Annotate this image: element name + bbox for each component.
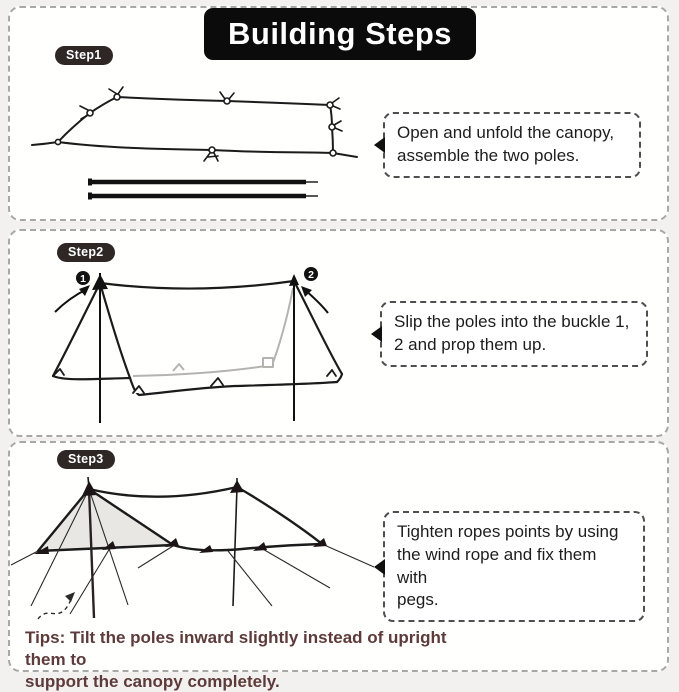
step3-badge: Step3 <box>57 450 115 469</box>
upright-poles <box>100 273 294 423</box>
step3-tensioned-tarp-illustration <box>10 466 375 630</box>
canopy-left-tail-rope <box>32 142 58 145</box>
buckle-number-2 <box>304 267 318 281</box>
page-title: Building Steps <box>204 8 476 60</box>
callout-pointer-left-icon <box>374 559 385 575</box>
tilt-arrow <box>38 592 75 619</box>
guy-ropes <box>11 489 374 614</box>
canopy-bottom-edge <box>58 142 333 153</box>
canopy-outline <box>53 281 342 395</box>
callout-pointer-left-icon <box>374 137 385 153</box>
step1-badge: Step1 <box>55 46 113 65</box>
right-apex-buckle <box>289 274 299 286</box>
step2-badge: Step2 <box>57 243 115 262</box>
callout-pointer-left-icon <box>371 326 382 342</box>
step1-unfolded-canopy-illustration <box>25 78 370 210</box>
step3-description: Tighten ropes points by using the wind rope and fix them with pegs. <box>397 522 619 610</box>
tips-note: Tips: Tilt the poles inward slightly instead of upright them to support the canopy completely. <box>25 628 447 691</box>
buckle-number-1 <box>76 271 90 285</box>
svg-text:1: 1 <box>80 273 86 285</box>
svg-text:2: 2 <box>308 269 314 281</box>
step1-description: Open and unfold the canopy, assemble the two poles. <box>397 123 615 165</box>
shaded-side-panel <box>38 489 173 551</box>
left-apex-buckle <box>92 274 108 290</box>
step2-description: Slip the poles into the buckle 1, 2 and prop them up. <box>394 312 630 354</box>
left-arrowhead <box>79 285 90 296</box>
step2-propped-canopy-illustration <box>35 258 375 436</box>
canopy-left-edge <box>58 97 117 142</box>
back-pole <box>233 487 237 606</box>
step1-callout <box>383 112 641 178</box>
step3-callout <box>383 511 645 622</box>
pole-tips <box>88 477 237 488</box>
groundsheet-gray-lines <box>133 288 293 376</box>
step2-callout <box>380 301 648 367</box>
two-poles-illustration <box>88 179 318 200</box>
